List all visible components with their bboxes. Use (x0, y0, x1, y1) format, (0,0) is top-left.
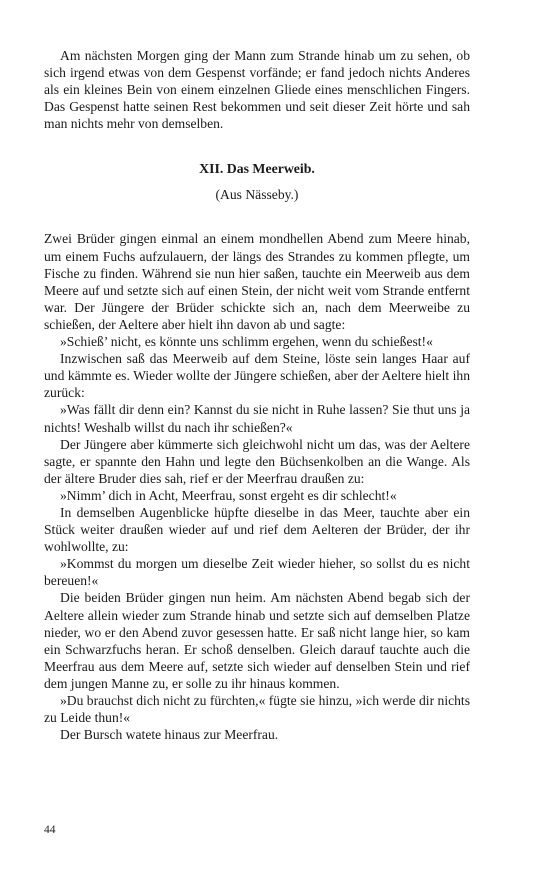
intro-paragraph: Am nächsten Morgen ging der Mann zum Strande hinab um zu sehen, ob sich irgend etwas von dem Gespenst vorfände; er fand jedoch nichts Anderes als ein kleines Bein von einem einzelnen Gliede eines menschlichen Fingers. Das Gespenst hatte seinen Rest bekommen und seit dieser Zeit hörte und sah man nichts mehr von demselben. (44, 48, 470, 132)
story-paragraph: »Schieß’ nicht, es könnte uns schlimm ergehen, wenn du schießest!« (60, 334, 433, 350)
story-paragraph: »Was fällt dir denn ein? Kannst du sie nicht in Ruhe lassen? Sie thut uns ja nichts! Weshalb willst du nach ihr schießen?« (44, 402, 470, 435)
chapter-subtitle: (Aus Nässeby.) (215, 187, 299, 203)
story-paragraph: »Kommst du morgen um dieselbe Zeit wieder hieher, so sollst du es nicht bereuen!« (44, 556, 470, 589)
page-number: 44 (44, 824, 56, 836)
book-page (44, 47, 470, 743)
story-paragraph: Der Bursch watete hinaus zur Meerfrau. (60, 727, 279, 743)
story-paragraph: Die beiden Brüder gingen nun heim. Am nächsten Abend begab sich der Aeltere allein wieder zum Strande hinab und setzte sich auf demselben Platze nieder, wo er den Abend zuvor gesessen hatte. Er saß nicht lange hier, so kam ein Schwarzfuchs heran. Er schoß denselben. Gleich darauf tauchte auch die Meerfrau aus dem Meere auf, setzte sich wieder auf denselben Stein und rief dem jungen Manne zu, er solle zu ihr hinaus kommen. (44, 590, 470, 691)
story-paragraph: »Du brauchst dich nicht zu fürchten,« fügte sie hinzu, »ich werde dir nichts zu Leide thun!« (44, 693, 470, 726)
story-paragraph: Der Jüngere aber kümmerte sich gleichwohl nicht um das, was der Aeltere sagte, er spannte den Hahn und legte den Büchsenkolben an die Wange. Als der ältere Bruder dies sah, rief er der Meerfrau draußen zu: (44, 436, 470, 486)
chapter-title: XII. Das Meerweib. (199, 161, 315, 177)
story-paragraph: In demselben Augenblicke hüpfte dieselbe in das Meer, tauchte aber ein Stück weiter draußen wieder auf und rief dem Aelteren der Brüder, der ihr wohlwollte, zu: (44, 504, 470, 555)
story-paragraph: »Nimm’ dich in Acht, Meerfrau, sonst ergeht es dir schlecht!« (60, 487, 397, 503)
story-paragraph: Inzwischen saß das Meerweib auf dem Steine, löste sein langes Haar auf und kämmte es. Wieder wollte der Jüngere schießen, aber der Aeltere hielt ihn zurück: (44, 351, 470, 401)
story-paragraph: Zwei Brüder gingen einmal an einem mondhellen Abend zum Meere hinab, um einem Fuchs aufzulauern, der längs des Strandes zu kommen pflegte, um Fische zu finden. Während sie nun hier saßen, tauchte ein Meerweib aus dem Meere auf und setzte sich auf einen Stein, der nicht weit vom Strande entfernt war. Der Jüngere der Brüder schickte sich an, nach dem Meerweibe zu schießen, der Aeltere aber hielt ihn davon ab und sagte: (44, 231, 470, 332)
story-body (44, 230, 470, 743)
